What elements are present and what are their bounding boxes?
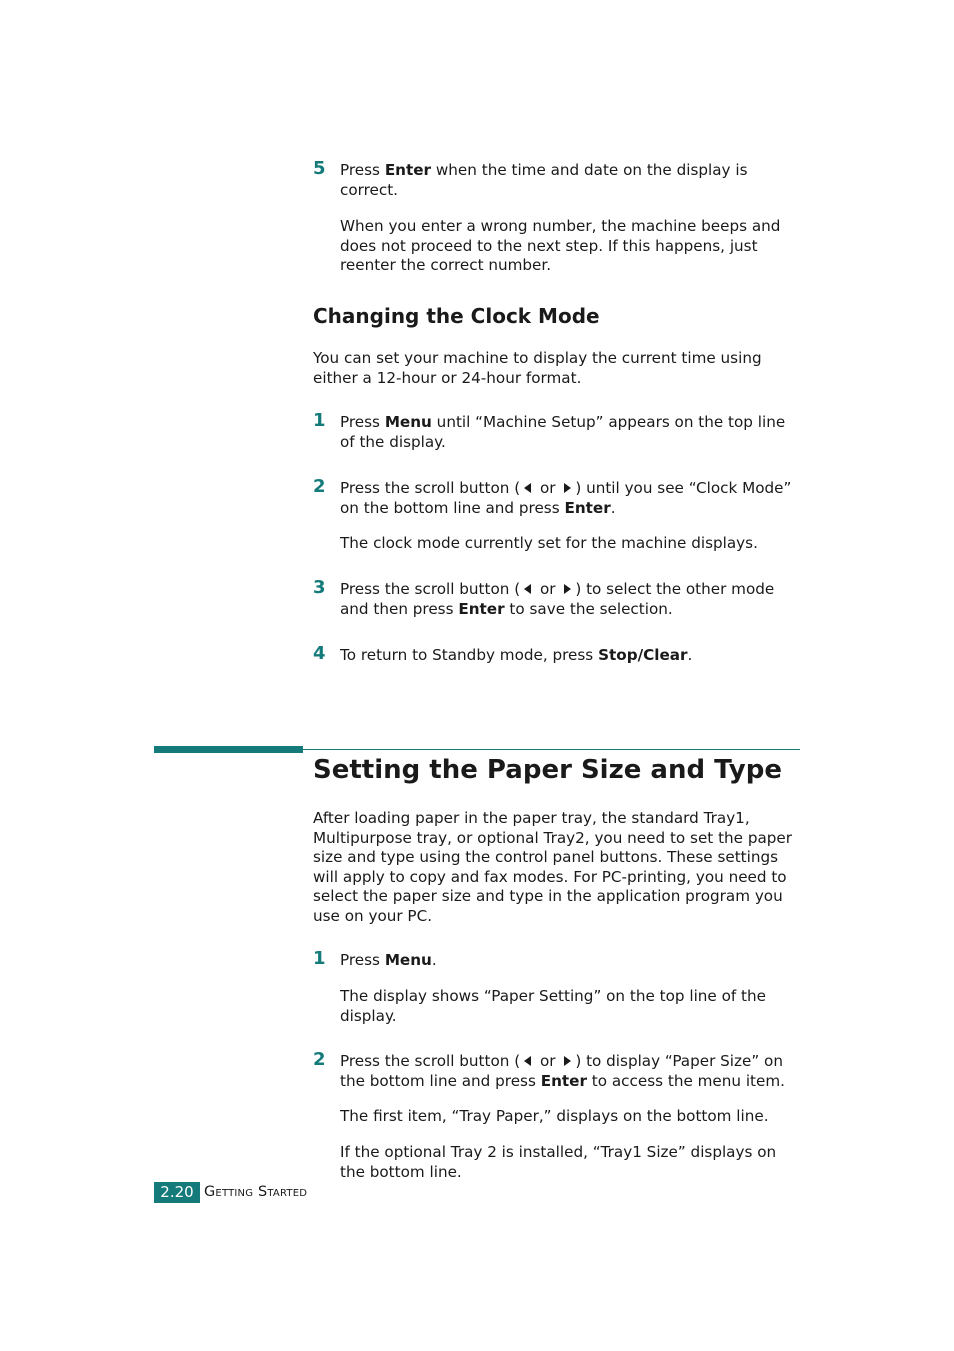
section-intro: You can set your machine to display the current time using either a 12-hour or 24-hour format.	[313, 349, 762, 387]
step-text: Press Menu until “Machine Setup” appears on the top line of the display.	[340, 413, 786, 451]
section-title: Setting the Paper Size and Type	[313, 755, 782, 785]
step-number: 2	[313, 476, 326, 497]
section-rule-accent	[154, 746, 303, 753]
scroll-right-icon	[564, 483, 571, 493]
step-note: When you enter a wrong number, the machine beeps and does not proceed to the next step. If this happens, just reenter the correct number.	[340, 217, 781, 274]
step-note: The display shows “Paper Setting” on the top line of the display.	[340, 987, 766, 1025]
step-text: Press Menu.	[340, 951, 437, 969]
step-note: The first item, “Tray Paper,” displays on the bottom line.	[340, 1107, 769, 1125]
scroll-left-icon	[524, 483, 531, 493]
step-text: Press the scroll button ( or ) to display “Paper Size” on the bottom line and press Enter to access the menu item.	[340, 1052, 785, 1090]
step-number: 4	[313, 643, 326, 664]
chapter-title: Getting Started	[204, 1184, 308, 1200]
scroll-left-icon	[524, 1056, 531, 1066]
step-text: Press Enter when the time and date on the display is correct.	[340, 161, 748, 199]
scroll-right-icon	[564, 1056, 571, 1066]
section-intro: After loading paper in the paper tray, the standard Tray1, Multipurpose tray, or optional Tray2, you need to set the paper size and type using the control panel buttons. These settings will apply to copy and fax modes. For PC-printing, you need to select the paper size and type in the application program you use on your PC.	[313, 809, 792, 925]
step-text: Press the scroll button ( or ) until you see “Clock Mode” on the bottom line and press Enter.	[340, 479, 792, 517]
section-heading: Changing the Clock Mode	[313, 304, 600, 328]
step-note: If the optional Tray 2 is installed, “Tray1 Size” displays on the bottom line.	[340, 1143, 777, 1181]
step-text: To return to Standby mode, press Stop/Clear.	[340, 646, 693, 664]
scroll-right-icon	[564, 584, 571, 594]
section-rule	[303, 749, 800, 750]
step-text: Press the scroll button ( or ) to select the other mode and then press Enter to save the selection.	[340, 580, 775, 618]
step-number: 1	[313, 948, 326, 969]
scroll-left-icon	[524, 584, 531, 594]
step-number: 3	[313, 577, 326, 598]
step-number: 1	[313, 410, 326, 431]
step-note: The clock mode currently set for the machine displays.	[340, 534, 758, 552]
step-number: 5	[313, 158, 326, 179]
page-number: 2.20	[154, 1182, 200, 1203]
step-number: 2	[313, 1049, 326, 1070]
